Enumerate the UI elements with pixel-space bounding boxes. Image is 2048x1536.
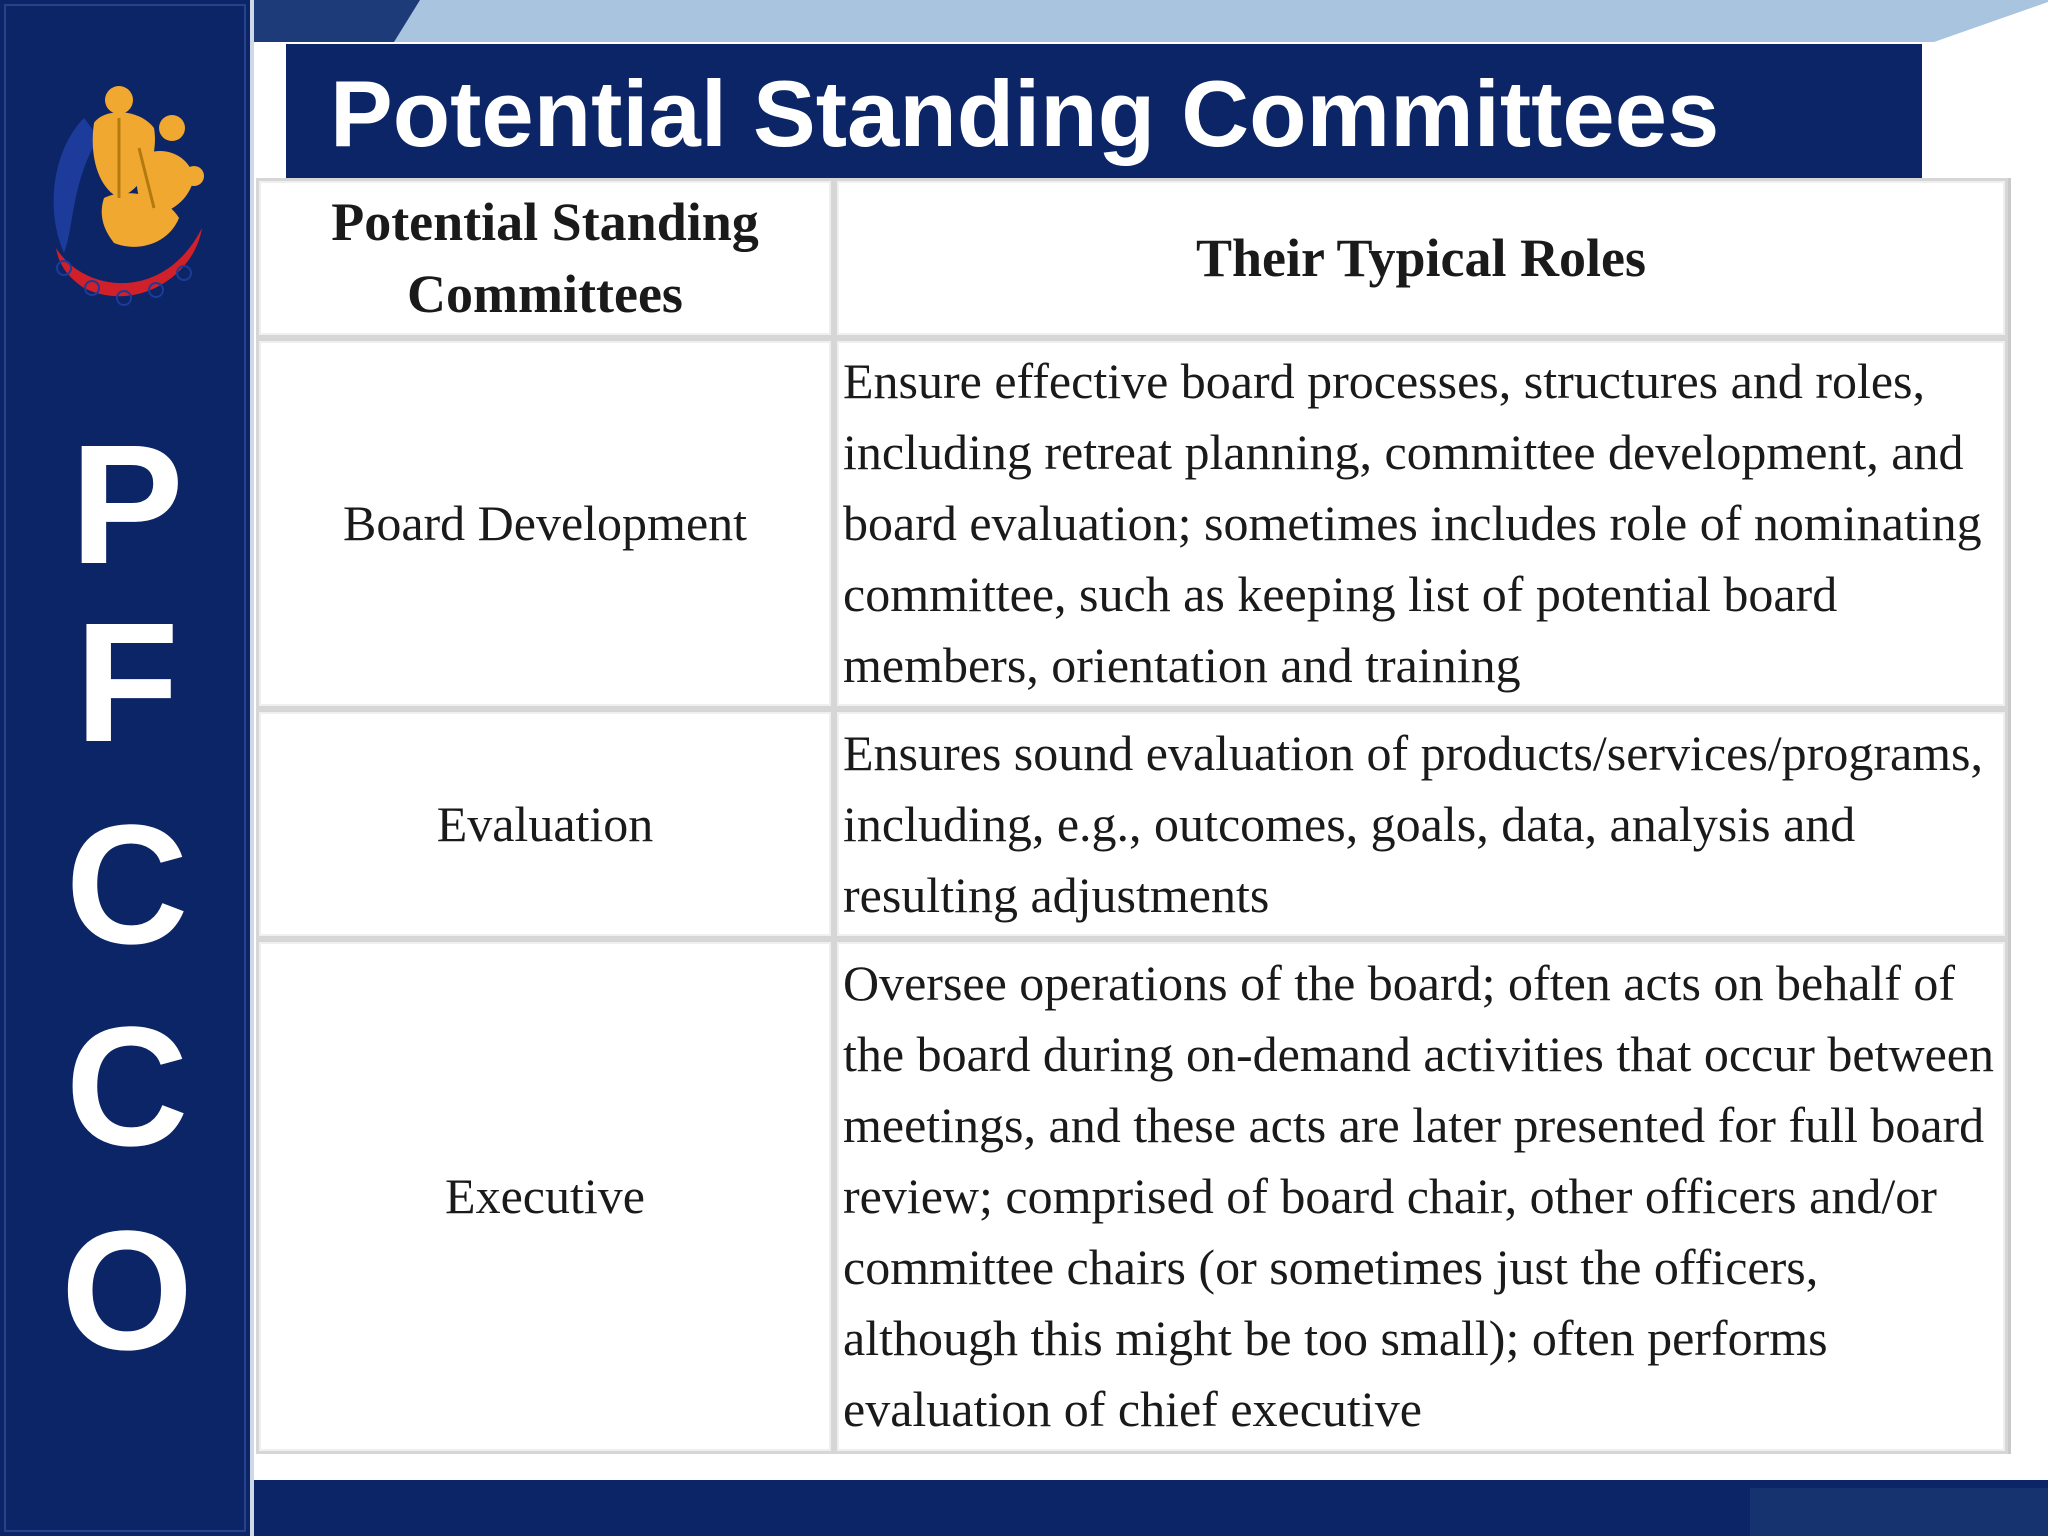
committee-name: Evaluation [256, 709, 834, 939]
pfcco-logo-icon [44, 78, 214, 328]
header-committees: Potential Standing Committees [256, 178, 834, 338]
sidebar [0, 0, 254, 1536]
bottom-bar-accent [1750, 1488, 2048, 1536]
table-row [256, 939, 2008, 1454]
title-banner [286, 44, 1922, 178]
sidebar-letter-c-2: C [65, 992, 189, 1182]
header-roles: Their Typical Roles [834, 178, 2008, 338]
table-row [256, 338, 2008, 709]
sidebar-letter-c-1: C [65, 790, 189, 980]
committees-table-container [256, 178, 2011, 1454]
committee-name: Board Development [256, 338, 834, 709]
committee-role: Ensures sound evaluation of products/services/programs, including, e.g., outcomes, goals, data, analysis and resulting adjustments [834, 709, 2008, 939]
committees-table [256, 178, 2008, 1454]
committee-role: Ensure effective board processes, structures and roles, including retreat planning, committee development, and board evaluation; sometimes includes role of nominating committee, such as keeping list of potential board members, orientation and training [834, 338, 2008, 709]
page-title: Potential Standing Committees [330, 61, 1720, 166]
sidebar-letter-p: P [70, 410, 184, 600]
sidebar-letter-o: O [60, 1196, 194, 1386]
committee-name: Executive [256, 939, 834, 1454]
table-header-row [256, 178, 2008, 338]
sidebar-letter-f: F [75, 588, 179, 778]
table-row [256, 709, 2008, 939]
committee-role: Oversee operations of the board; often acts on behalf of the board during on-demand activities that occur between meetings, and these acts are later presented for full board review; comprised of board chair, other officers and/or committee chairs (or sometimes just the officers, although this might be too small); often performs evaluation of chief executive [834, 939, 2008, 1454]
top-accent-bar [254, 0, 2048, 42]
